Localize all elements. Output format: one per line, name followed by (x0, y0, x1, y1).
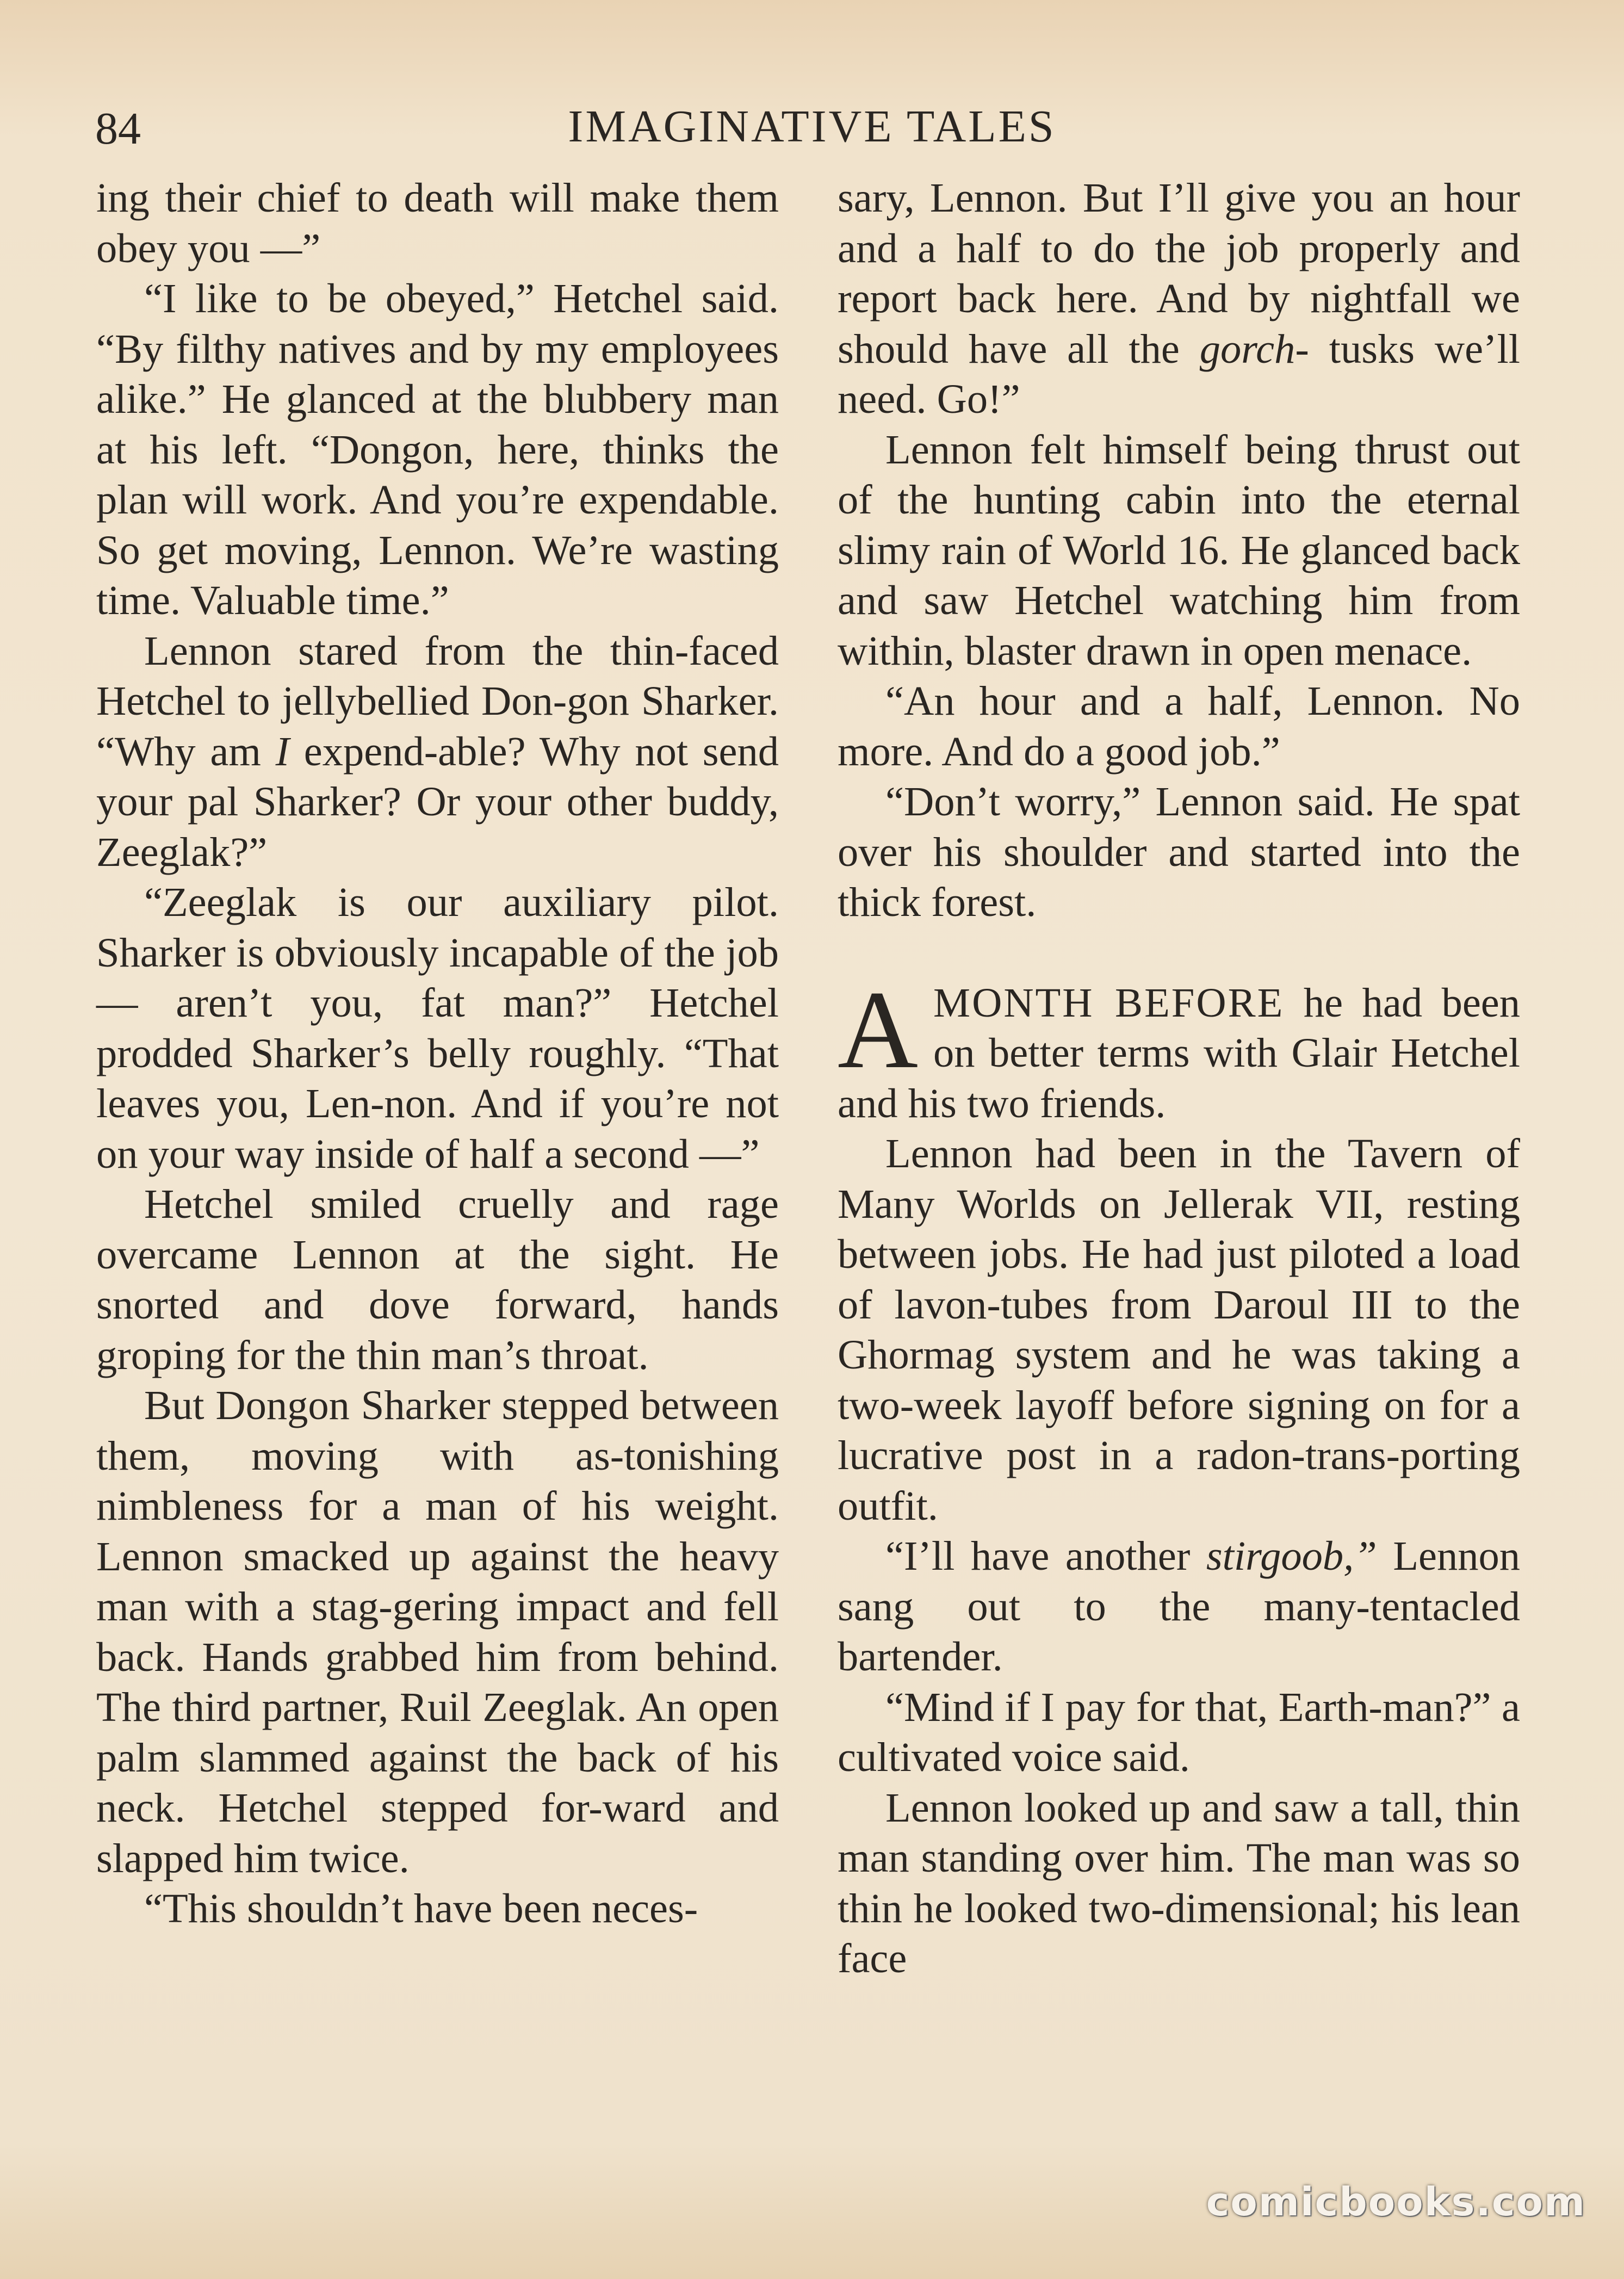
right-column (838, 173, 1520, 1984)
italic-word: I (275, 728, 290, 775)
paragraph: ing their chief to death will make them obey you —” (96, 175, 779, 271)
text-run: expend-able? Why not send your pal Sharker? Or your other buddy, Zeeglak?” (96, 728, 779, 875)
paragraph (838, 173, 1520, 425)
paragraph (96, 626, 779, 878)
text-run: he had been on better terms with Glair Hetchel and his two friends. (838, 979, 1520, 1126)
page-header (0, 92, 1624, 152)
italic-word: stirgoob,” (1206, 1533, 1377, 1579)
running-title: IMAGINATIVE TALES (568, 101, 1056, 152)
text-run: Lennon sang out to the many-tentacled bartender. (838, 1533, 1521, 1680)
drop-cap: A (838, 968, 919, 1092)
text-run: Lennon stared from the thin-faced Hetchel to jellybellied Don-gon Sharker. “Why am (96, 627, 779, 775)
text-run: “I’ll have another (885, 1533, 1191, 1579)
text-run: tusks we’ll need. Go!” (838, 325, 1521, 422)
left-column (96, 173, 779, 1934)
paragraph: “I like to be obeyed,” Hetchel said. “By filthy natives and by my employees alike.” He glanced at the blubbery man at his left. “Dongon, here, thinks the plan will work. And you’re expendable. So get moving, Lennon. We’re wasting time. Valuable time.” (96, 275, 779, 623)
paragraph: “This shouldn’t have been neces- (144, 1885, 698, 1931)
paragraph: Lennon felt himself being thrust out of the hunting cabin into the eternal slimy rain of World 16. He glanced back and saw Hetchel watching him from within, blaster drawn in open menace. (838, 426, 1520, 674)
paragraph: Hetchel smiled cruelly and rage overcame Lennon at the sight. He snorted and dove forward, hands groping for the thin man’s throat. (96, 1181, 779, 1378)
text-run: sary, Lennon. But I’ll give you an hour and a half to do the job properly and report back here. And by nightfall we should have all the (838, 175, 1520, 372)
paragraph: But Dongon Sharker stepped between them, moving with as-tonishing nimbleness for a man of his weight. Lennon smacked up against the heavy man with a stag-gering impact and fell back. Hands grabbed him from behind. The third partner, Ruil Zeeglak. An open palm slammed against the back of his neck. Hetchel stepped for-ward and slapped him twice. (96, 1382, 779, 1881)
paragraph: “Mind if I pay for that, Earth-man?” a cultivated voice said. (838, 1683, 1520, 1780)
small-caps-lead: MONTH BEFORE (933, 979, 1285, 1026)
page-number: 84 (95, 103, 141, 154)
paragraph (838, 1531, 1520, 1682)
paragraph: Lennon had been in the Tavern of Many Worlds on Jellerak VII, resting between jobs. He had just piloted a load of lavon-tubes from Daroul III to the Ghormag system and he was taking a two-week layoff before signing on for a lucrative post in a radon-trans-porting outfit. (838, 1130, 1520, 1529)
paragraph: “Zeeglak is our auxiliary pilot. Sharker is obviously incapable of the job — aren’t you, fat man?” Hetchel prodded Sharker’s belly roughly. “That leaves you, Len-non. And if you’re not on your way inside of half a second —” (96, 879, 779, 1177)
paragraph: “An hour and a half, Lennon. No more. And do a good job.” (838, 678, 1520, 775)
paragraph: Lennon looked up and saw a tall, thin man standing over him. The man was so thin he looked two-dimensional; his lean face (838, 1784, 1520, 1981)
section-opening-paragraph (838, 968, 1520, 1129)
paragraph: “Don’t worry,” Lennon said. He spat over his shoulder and started into the thick forest. (838, 778, 1520, 925)
watermark: comicbooks.com (1206, 2179, 1586, 2225)
italic-word: gorch- (1199, 325, 1309, 372)
